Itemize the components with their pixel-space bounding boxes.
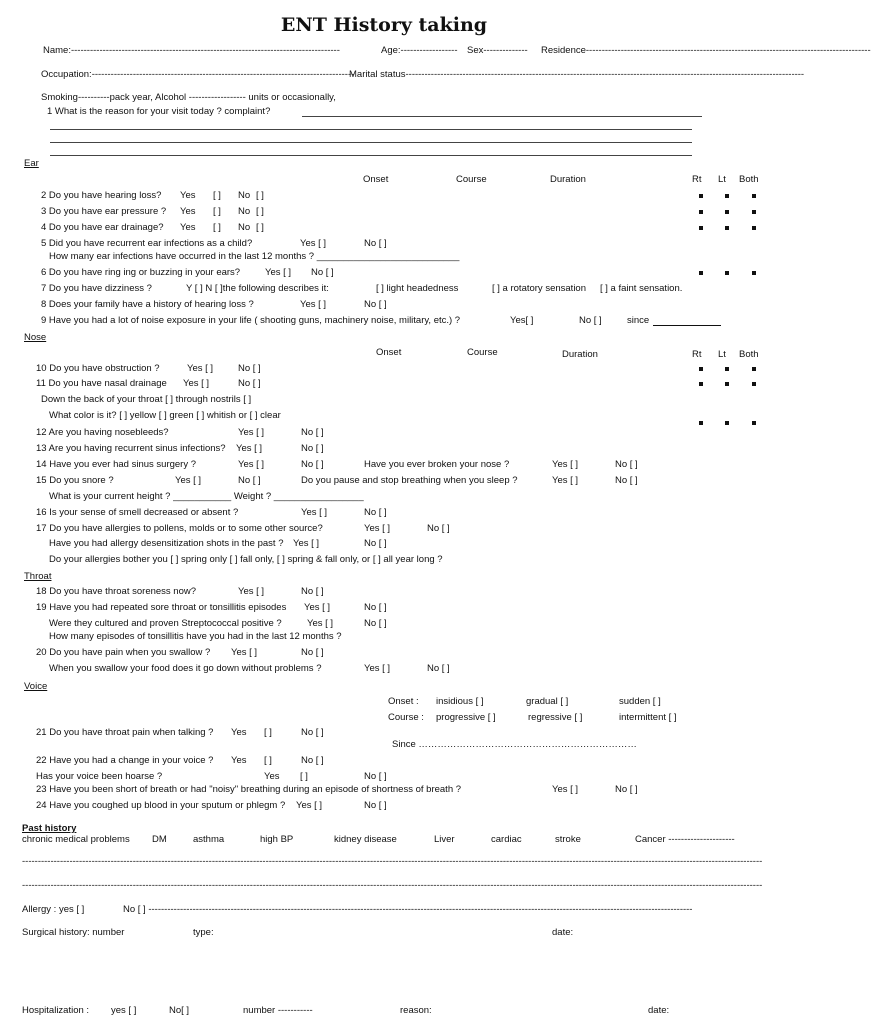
q17-text: 17 Do you have allergies to pollens, molds or to some other source? [36,523,323,534]
q4-no-box[interactable]: [ ] [256,222,264,233]
q17-no[interactable]: No [ ] [427,523,450,534]
q9-since-line[interactable] [653,325,721,326]
q14-yes[interactable]: Yes [ ] [238,459,265,470]
lt-marker[interactable] [725,421,729,425]
both-marker[interactable] [752,382,756,386]
name-field[interactable]: Name:------------------------------------------------------------------------------------- [43,45,340,56]
q17-yes[interactable]: Yes [ ] [364,523,391,534]
q20-no[interactable]: No [ ] [301,647,324,658]
q6-text: 6 Do you have ring ing or buzzing in your ears? [41,267,241,278]
hospitalization-yes[interactable]: yes [ ] [111,1005,137,1016]
q22-text: 22 Have you had a change in your voice ? [36,755,214,766]
lt-marker[interactable] [725,382,729,386]
q15b-no[interactable]: No [ ] [615,475,638,486]
q10-no[interactable]: No [ ] [238,363,261,374]
surgical-history-number[interactable]: Surgical history: number [22,927,125,938]
q17b-no[interactable]: No [ ] [364,538,387,549]
allergy-yes[interactable]: Allergy : yes [ ] [22,904,85,915]
age-field[interactable]: Age:------------------ [381,45,458,56]
q20-text: 20 Do you have pain when you swallow ? [36,647,211,658]
q2-text: 2 Do you have hearing loss? [41,190,162,201]
q1-text: 1 What is the reason for your visit today ? complaint? [47,106,271,117]
q23-text: 23 Have you been short of breath or had "noisy" breathing during an episode of shortness of breath ? [36,784,462,795]
q20-yes[interactable]: Yes [ ] [231,647,258,658]
smoking-alcohol-line[interactable]: Smoking----------pack year, Alcohol ------------------ units or occasionally, [41,92,336,103]
q5-no[interactable]: No [ ] [364,238,387,249]
q24-no[interactable]: No [ ] [364,800,387,811]
q6-yes[interactable]: Yes [ ] [265,267,292,278]
q12-no[interactable]: No [ ] [301,427,324,438]
q11-text: 11 Do you have nasal drainage [36,378,167,389]
both-marker[interactable] [752,367,756,371]
q14b-yes[interactable]: Yes [ ] [552,459,579,470]
q17b-text: Have you had allergy desensitization shots in the past ? [49,538,284,549]
q8-yes[interactable]: Yes [ ] [300,299,327,310]
q9-no[interactable]: No [ ] [579,315,602,326]
past-item-kidney[interactable]: kidney disease [334,834,397,845]
past-item-cancer[interactable]: Cancer --------------------- [635,834,735,845]
q7-text: 7 Do you have dizziness ? [41,283,152,294]
rt-marker[interactable] [699,382,703,386]
q3-yes-box[interactable]: [ ] [213,206,221,217]
past-item-stroke[interactable]: stroke [555,834,581,845]
hospitalization-label: Hospitalization : [22,1005,90,1016]
both-marker[interactable] [752,226,756,230]
q7-option-faint[interactable]: [ ] a faint sensation. [600,283,683,294]
past-item-asthma[interactable]: asthma [193,834,225,845]
rt-marker[interactable] [699,194,703,198]
q4-text: 4 Do you have ear drainage? [41,222,164,233]
both-marker[interactable] [752,210,756,214]
past-item-high-bp[interactable]: high BP [260,834,294,845]
q15-no[interactable]: No [ ] [238,475,261,486]
rt-marker[interactable] [699,367,703,371]
col-rt: Rt [692,174,702,185]
q9-since-label: since [627,315,650,326]
col-rt: Rt [692,349,702,360]
q4-yes-box[interactable]: [ ] [213,222,221,233]
q14b-no[interactable]: No [ ] [615,459,638,470]
q18-no[interactable]: No [ ] [301,586,324,597]
q22b-text: Has your voice been hoarse ? [36,771,163,782]
q17b-yes[interactable]: Yes [ ] [293,538,320,549]
q2-yes-label: Yes [180,190,196,201]
allergy-no[interactable]: No [ ] ---------------------------------------------------------------------------------------------------------------------------------------------------------------------------- [123,904,693,915]
height-weight-line[interactable]: What is your current height ? ___________ Weight ? _________________ [49,491,364,502]
complaint-line[interactable] [50,155,692,156]
surgical-type[interactable]: type: [193,927,214,938]
course-progressive-option[interactable]: progressive [ ] [436,712,496,723]
q9-text: 9 Have you had a lot of noise exposure in your life ( shooting guns, machinery noise, military, etc.) ? [41,315,461,326]
q14-text: 14 Have you ever had sinus surgery ? [36,459,197,470]
q21-yes-box[interactable]: [ ] [264,727,272,738]
q19c-text[interactable]: How many episodes of tonsillitis have you had in the last 12 months ? [49,631,342,642]
both-marker[interactable] [752,271,756,275]
col-both: Both [739,349,759,360]
rt-marker[interactable] [699,421,703,425]
hospitalization-reason[interactable]: reason: [400,1005,432,1016]
onset-insidious-option[interactable]: insidious [ ] [436,696,484,707]
col-course: Course [456,174,487,185]
past-history-line[interactable]: ------------------------------------------------------------------------------------------------------------------------------------------------------------------------------------------------------------------------------------------ [22,880,763,891]
q10-yes[interactable]: Yes [ ] [187,363,214,374]
q3-yes-label: Yes [180,206,196,217]
onset-gradual-option[interactable]: gradual [ ] [526,696,569,707]
both-marker[interactable] [752,421,756,425]
col-lt: Lt [718,174,726,185]
q12-yes[interactable]: Yes [ ] [238,427,265,438]
q24-text: 24 Have you coughed up blood in your sputum or phlegm ? [36,800,286,811]
rt-marker[interactable] [699,226,703,230]
q19-no[interactable]: No [ ] [364,602,387,613]
q2-no-box[interactable]: [ ] [256,190,264,201]
course-intermittent-option[interactable]: intermittent [ ] [619,712,677,723]
hospitalization-date[interactable]: date: [648,1005,670,1016]
q19b-yes[interactable]: Yes [ ] [307,618,334,629]
past-item-dm[interactable]: DM [152,834,167,845]
q11c-text[interactable]: What color is it? [ ] yellow [ ] green [ ] whitish or [ ] clear [49,410,281,421]
q3-no-box[interactable]: [ ] [256,206,264,217]
chronic-problems-label: chronic medical problems [22,834,130,845]
marital-status-field[interactable]: Marital status------------------------------------------------------------------------------------------------------------------------------ [349,69,805,80]
q16-yes[interactable]: Yes [ ] [301,507,328,518]
q11-yes[interactable]: Yes [ ] [183,378,210,389]
lt-marker[interactable] [725,194,729,198]
q5b-text[interactable]: How many ear infections have occurred in the last 12 months ? ___________________________ [49,251,460,262]
q13-no[interactable]: No [ ] [301,443,324,454]
residence-field[interactable]: Residence------------------------------------------------------------------------------------------ [541,45,871,56]
q8-no[interactable]: No [ ] [364,299,387,310]
q14b-text: Have you ever broken your nose ? [364,459,510,470]
q2-yes-box[interactable]: [ ] [213,190,221,201]
complaint-line[interactable] [50,129,692,130]
q15b-text: Do you pause and stop breathing when you sleep ? [301,475,518,486]
q22-no[interactable]: No [ ] [301,755,324,766]
occupation-field[interactable]: Occupation:----------------------------------------------------------------------------------- [41,69,355,80]
q19b-text: Were they cultured and proven Streptococcal positive ? [49,618,282,629]
q21-yes-label: Yes [231,727,247,738]
col-onset: Onset [376,347,402,358]
onset-sudden-option[interactable]: sudden [ ] [619,696,661,707]
q22b-yes-box[interactable]: [ ] [300,771,308,782]
lt-marker[interactable] [725,271,729,275]
q21-no[interactable]: No [ ] [301,727,324,738]
q15-yes[interactable]: Yes [ ] [175,475,202,486]
past-item-liver[interactable]: Liver [434,834,455,845]
q22b-yes-label: Yes [264,771,280,782]
past-history-line[interactable]: ------------------------------------------------------------------------------------------------------------------------------------------------------------------------------------------------------------------------------------------ [22,856,763,867]
q13-yes[interactable]: Yes [ ] [236,443,263,454]
section-ear-heading: Ear [24,158,39,169]
q1-answer-line[interactable] [302,116,702,117]
q15b-yes[interactable]: Yes [ ] [552,475,579,486]
lt-marker[interactable] [725,210,729,214]
q5-text: 5 Did you have recurrent ear infections as a child? [41,238,253,249]
q8-text: 8 Does your family have a history of hearing loss ? [41,299,254,310]
q21-text: 21 Do you have throat pain when talking ? [36,727,214,738]
q24-yes[interactable]: Yes [ ] [296,800,323,811]
voice-since-line[interactable]: Since …………………………………………………………… [392,739,637,750]
q23-no[interactable]: No [ ] [615,784,638,795]
q9-yes[interactable]: Yes[ ] [510,315,534,326]
sex-field[interactable]: Sex-------------- [467,45,528,56]
col-onset: Onset [363,174,389,185]
q18-yes[interactable]: Yes [ ] [238,586,265,597]
q20b-text: When you swallow your food does it go down without problems ? [49,663,322,674]
voice-course-label: Course : [388,712,424,723]
q20b-no[interactable]: No [ ] [427,663,450,674]
col-lt: Lt [718,349,726,360]
q3-text: 3 Do you have ear pressure ? [41,206,167,217]
rt-marker[interactable] [699,210,703,214]
q17c-text[interactable]: Do your allergies bother you [ ] spring only [ ] fall only, [ ] spring & fall only, or [ ] all year long ? [49,554,443,565]
section-past-history-heading: Past history [22,823,77,834]
section-voice-heading: Voice [24,681,48,692]
lt-marker[interactable] [725,226,729,230]
q19-yes[interactable]: Yes [ ] [304,602,331,613]
q7-option-rotatory[interactable]: [ ] a rotatory sensation [492,283,586,294]
q14-no[interactable]: No [ ] [301,459,324,470]
q7-option-lightheaded[interactable]: [ ] light headedness [376,283,459,294]
col-both: Both [739,174,759,185]
q16-text: 16 Is your sense of smell decreased or absent ? [36,507,239,518]
section-throat-heading: Throat [24,571,52,582]
both-marker[interactable] [752,194,756,198]
q19b-no[interactable]: No [ ] [364,618,387,629]
rt-marker[interactable] [699,271,703,275]
q4-no-label: No [238,222,251,233]
col-course: Course [467,347,498,358]
hospitalization-no[interactable]: No[ ] [169,1005,190,1016]
complaint-line[interactable] [50,142,692,143]
q22-yes-box[interactable]: [ ] [264,755,272,766]
q22-yes-label: Yes [231,755,247,766]
past-item-cardiac[interactable]: cardiac [491,834,522,845]
q5-yes[interactable]: Yes [ ] [300,238,327,249]
voice-onset-label: Onset : [388,696,419,707]
q20b-yes[interactable]: Yes [ ] [364,663,391,674]
page-title: ENT History taking [280,14,488,36]
section-nose-heading: Nose [24,332,47,343]
course-regressive-option[interactable]: regressive [ ] [528,712,583,723]
q12-text: 12 Are you having nosebleeds? [36,427,169,438]
q11b-text[interactable]: Down the back of your throat [ ] through nostrils [ ] [41,394,252,405]
hospitalization-number[interactable]: number ----------- [243,1005,313,1016]
q6-no[interactable]: No [ ] [311,267,334,278]
col-duration: Duration [550,174,586,185]
lt-marker[interactable] [725,367,729,371]
q19-text: 19 Have you had repeated sore throat or tonsillitis episodes [36,602,287,613]
surgical-date[interactable]: date: [552,927,574,938]
q23-yes[interactable]: Yes [ ] [552,784,579,795]
q13-text: 13 Are you having recurrent sinus infections? [36,443,226,454]
q22b-no[interactable]: No [ ] [364,771,387,782]
q4-yes-label: Yes [180,222,196,233]
q10-text: 10 Do you have obstruction ? [36,363,160,374]
q7-yn[interactable]: Y [ ] N [ ]the following describes it: [186,283,329,294]
q3-no-label: No [238,206,251,217]
q18-text: 18 Do you have throat soreness now? [36,586,197,597]
q15-text: 15 Do you snore ? [36,475,114,486]
q2-no-label: No [238,190,251,201]
q11-no[interactable]: No [ ] [238,378,261,389]
q16-no[interactable]: No [ ] [364,507,387,518]
col-duration: Duration [562,349,598,360]
